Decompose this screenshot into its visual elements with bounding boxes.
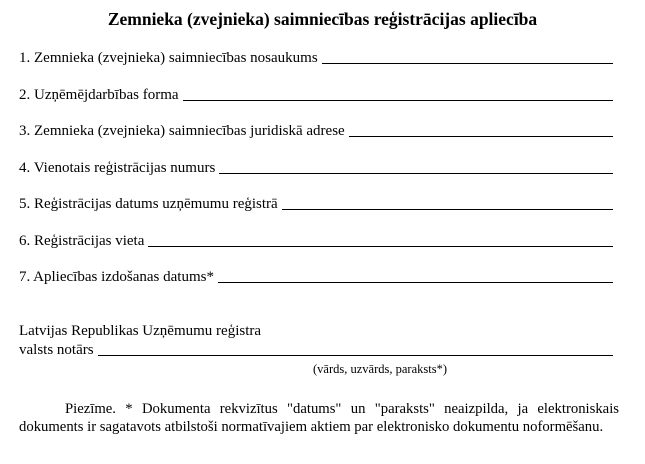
field-farm-name <box>19 49 613 67</box>
blank-line <box>219 173 613 174</box>
blank-line <box>322 63 613 64</box>
notary-institution: Latvijas Republikas Uzņēmumu reģistra <box>19 323 262 339</box>
field-label: 1. Zemnieka (zvejnieka) saimniecības nosaukums <box>19 50 318 66</box>
field-label: valsts notārs <box>19 342 94 358</box>
field-registration-date <box>19 195 613 213</box>
field-registration-place <box>19 232 613 250</box>
field-issue-date <box>19 268 613 286</box>
field-label: 5. Reģistrācijas datums uzņēmumu reģistrā <box>19 196 278 212</box>
document-title: Zemnieka (zvejnieka) saimniecības reģistrācijas apliecība <box>107 9 538 29</box>
blank-line <box>183 100 613 101</box>
field-registration-number <box>19 159 613 177</box>
blank-line <box>148 246 613 247</box>
signature-line <box>98 355 613 356</box>
field-label: 4. Vienotais reģistrācijas numurs <box>19 160 216 176</box>
field-label: 7. Apliecības izdošanas datums* <box>19 269 214 285</box>
blank-line <box>349 136 613 137</box>
field-label: 2. Uzņēmējdarbības forma <box>19 87 179 103</box>
field-label: 3. Zemnieka (zvejnieka) saimniecības juridiskā adrese <box>19 123 345 139</box>
field-label: 6. Reģistrācijas vieta <box>19 233 145 249</box>
field-legal-address <box>19 122 613 140</box>
signature-caption: (vārds, uzvārds, paraksts*) <box>313 362 447 376</box>
blank-line <box>218 282 613 283</box>
field-notary <box>19 341 613 359</box>
footnote: Piezīme. * Dokumenta rekvizītus "datums" un "paraksts" neaizpilda, ja elektroniskais dokuments ir sagatavots atbilstoši normatīvajiem aktiem par elektronisko dokumentu noformēšanu. <box>19 401 619 435</box>
field-business-form <box>19 86 613 104</box>
blank-line <box>282 209 613 210</box>
